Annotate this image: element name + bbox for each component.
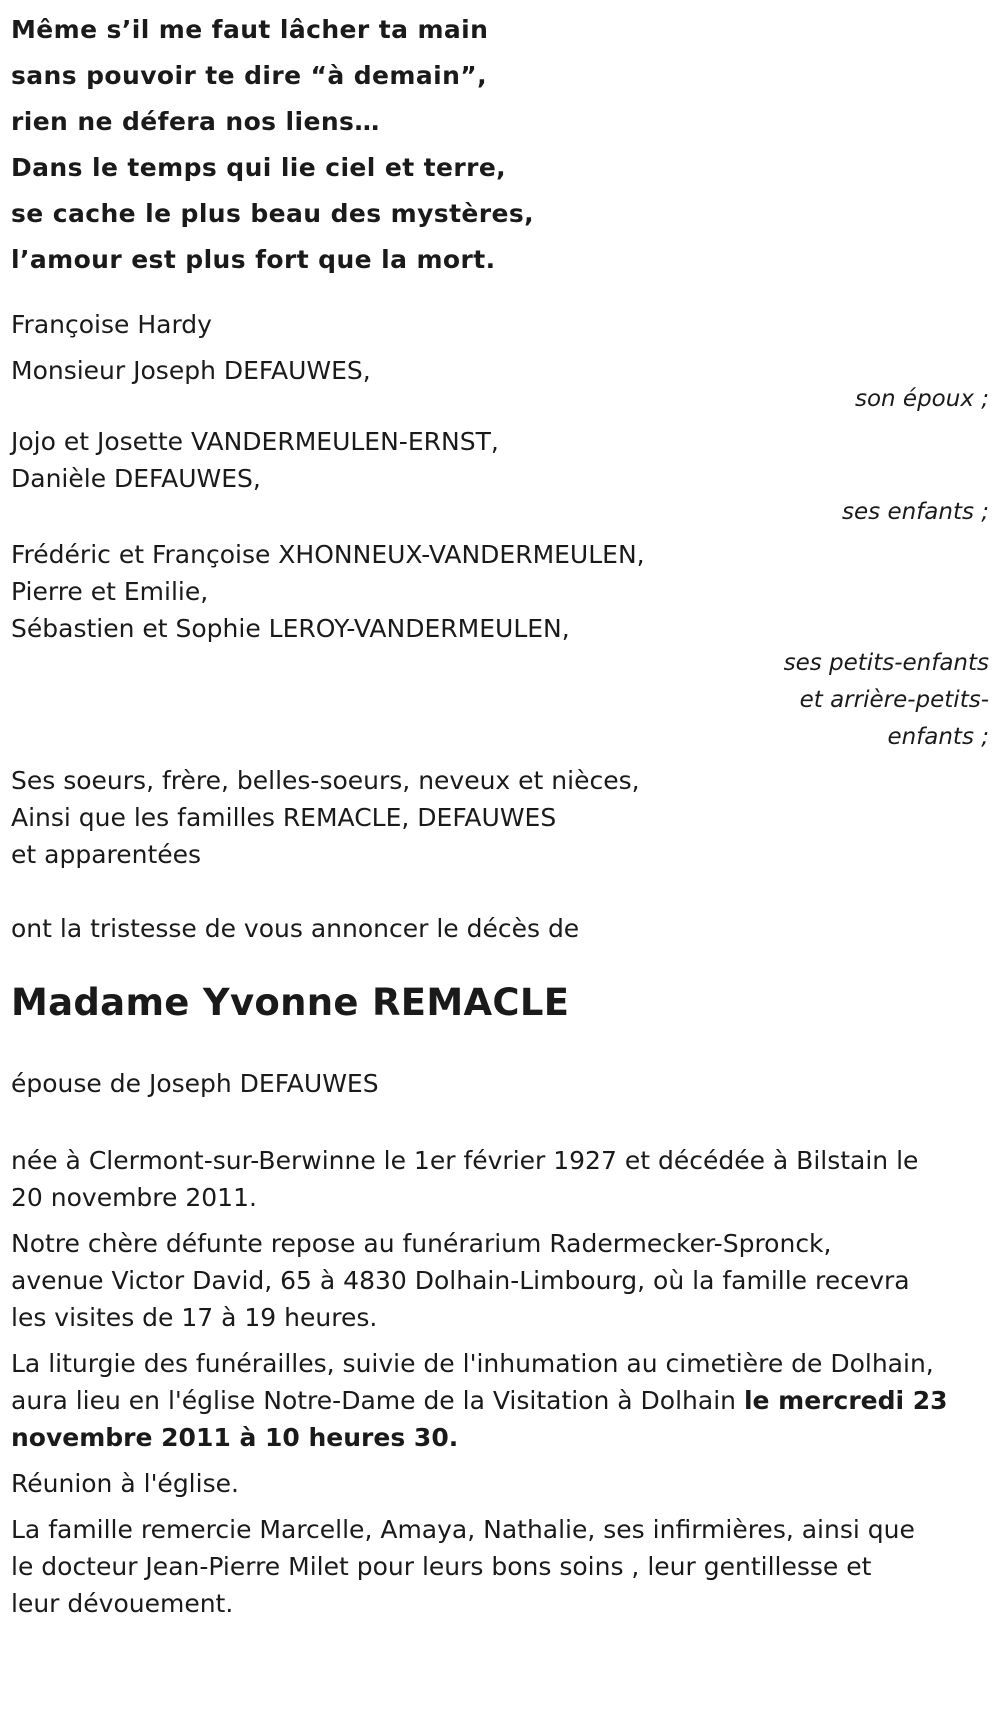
poem-line: sans pouvoir te dire “à demain”,: [11, 61, 488, 90]
poem: [11, 0, 989, 283]
grandchild-name: Pierre et Emilie,: [11, 577, 209, 606]
liturgy-place: aura lieu en l'église Notre-Dame de la Visitation à Dolhain: [11, 1386, 744, 1415]
poem-line: Même s’il me faut lâcher ta main: [11, 15, 489, 44]
child-name: Jojo et Josette VANDERMEULEN-ERNST,: [11, 427, 499, 456]
thanks-line: leur dévouement.: [11, 1589, 234, 1618]
grandchild-name: Frédéric et Françoise XHONNEUX-VANDERMEULEN,: [11, 540, 645, 569]
liturgy: [11, 1345, 989, 1456]
announcement: ont la tristesse de vous annoncer le décès de: [11, 914, 580, 943]
poem-author: Françoise Hardy: [11, 310, 212, 339]
funerarium-line: Notre chère défunte repose au funérarium Radermecker-Spronck,: [11, 1229, 832, 1258]
reunion: Réunion à l'église.: [11, 1469, 239, 1498]
liturgy-date-time: novembre 2011 à 10 heures 30.: [11, 1423, 459, 1452]
children-role: ses enfants ;: [842, 499, 989, 525]
family-children: [11, 423, 989, 532]
child-name: Danièle DEFAUWES,: [11, 464, 261, 493]
birth-death: [11, 1142, 989, 1216]
funerarium: [11, 1225, 989, 1336]
grandchild-name: Sébastien et Sophie LEROY-VANDERMEULEN,: [11, 614, 570, 643]
family-others: [11, 762, 989, 873]
others-line: Ainsi que les familles REMACLE, DEFAUWES: [11, 803, 557, 832]
thanks-line: La famille remercie Marcelle, Amaya, Nathalie, ses infirmières, ainsi que: [11, 1515, 915, 1544]
family-grandchildren: [11, 536, 989, 756]
thanks-line: le docteur Jean-Pierre Milet pour leurs bons soins , leur gentillesse et: [11, 1552, 872, 1581]
deceased-epouse: épouse de Joseph DEFAUWES: [11, 1069, 379, 1098]
poem-line: se cache le plus beau des mystères,: [11, 199, 535, 228]
deceased-name: Madame Yvonne REMACLE: [11, 981, 570, 1024]
liturgy-line: [11, 1382, 989, 1419]
liturgy-line: La liturgie des funérailles, suivie de l'inhumation au cimetière de Dolhain,: [11, 1349, 934, 1378]
birth-death-line: 20 novembre 2011.: [11, 1183, 257, 1212]
obituary-page: [11, 0, 989, 1622]
thanks: [11, 1511, 989, 1622]
poem-line: l’amour est plus fort que la mort.: [11, 245, 496, 274]
birth-death-line: née à Clermont-sur-Berwinne le 1er février 1927 et décédée à Bilstain le: [11, 1146, 919, 1175]
poem-line: Dans le temps qui lie ciel et terre,: [11, 153, 507, 182]
family-spouse: [11, 351, 989, 419]
grandchildren-role: enfants ;: [887, 724, 989, 750]
grandchildren-role: et arrière-petits-: [799, 687, 989, 713]
others-line: Ses soeurs, frère, belles-soeurs, neveux et nièces,: [11, 766, 640, 795]
funerarium-line: avenue Victor David, 65 à 4830 Dolhain-Limbourg, où la famille recevra: [11, 1266, 910, 1295]
liturgy-date: le mercredi 23: [743, 1386, 948, 1415]
poem-line: rien ne défera nos liens…: [11, 107, 380, 136]
funerarium-line: les visites de 17 à 19 heures.: [11, 1303, 378, 1332]
spouse-role: son époux ;: [854, 386, 989, 412]
spouse-name: Monsieur Joseph DEFAUWES,: [11, 356, 371, 385]
others-line: et apparentées: [11, 840, 202, 869]
grandchildren-role: ses petits-enfants: [783, 650, 989, 676]
